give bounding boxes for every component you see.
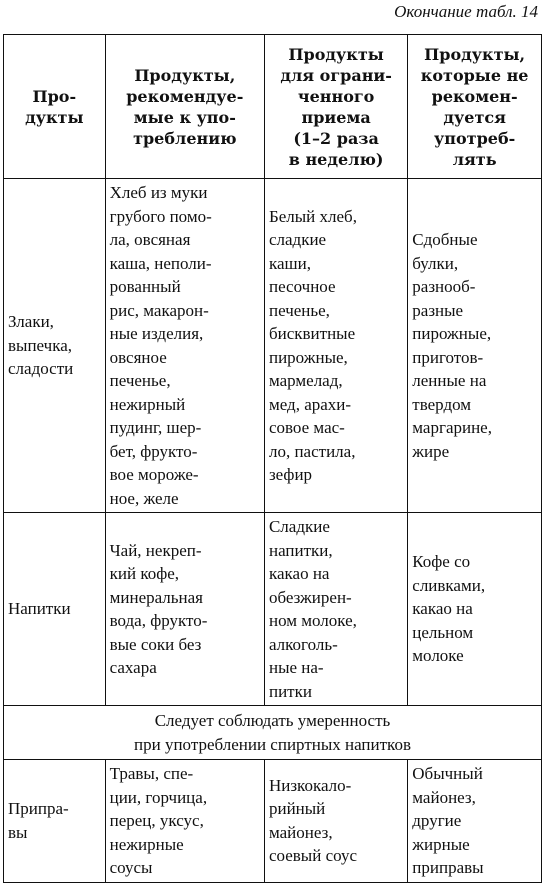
note-row xyxy=(4,706,542,760)
not-recommended-cell: Сдобные булки, разнооб- разные пирожные, приготов- ленные на твердом маргарине, жире xyxy=(408,179,542,513)
header-not-recommended: Продукты, которые не рекомен- дуется употреб- лять xyxy=(408,35,542,179)
table-row xyxy=(4,179,542,513)
product-cell: Припра- вы xyxy=(4,760,106,883)
header-row xyxy=(4,35,542,179)
recommended-cell: Хлеб из муки грубого помо- ла, овсяная каша, неполи- рованный рис, макарон- ные изделия, овсяное печенье, нежирный пудинг, шер- бет, фрукто- вое мороже- ное, желе xyxy=(105,179,264,513)
table-caption: Окончание табл. 14 xyxy=(394,2,538,21)
limited-cell: Сладкие напитки, какао на обезжирен- ном молоке, алкоголь- ные на- питки xyxy=(264,513,407,706)
limited-cell: Низкокало- рийный майонез, соевый соус xyxy=(264,760,407,883)
note-cell: Следует соблюдать умеренность при употреблении спиртных напитков xyxy=(4,706,542,760)
recommended-cell: Травы, спе- ции, горчица, перец, уксус, нежирные соусы xyxy=(105,760,264,883)
diet-table xyxy=(3,34,542,883)
not-recommended-cell: Обычный майонез, другие жирные приправы xyxy=(408,760,542,883)
product-cell: Напитки xyxy=(4,513,106,706)
header-limited: Продукты для ограни- ченного приема (1–2 раза в неделю) xyxy=(264,35,407,179)
header-products: Про- дукты xyxy=(4,35,106,179)
header-recommended: Продукты, рекомендуе- мые к упо- треблению xyxy=(105,35,264,179)
product-cell: Злаки, выпечка, сладости xyxy=(4,179,106,513)
limited-cell: Белый хлеб, сладкие каши, песочное печенье, бисквитные пирожные, мармелад, мед, арахи- совое мас- ло, пастила, зефир xyxy=(264,179,407,513)
not-recommended-cell: Кофе со сливками, какао на цельном молоке xyxy=(408,513,542,706)
recommended-cell: Чай, некреп- кий кофе, минеральная вода, фрукто- вые соки без сахара xyxy=(105,513,264,706)
table-row xyxy=(4,760,542,883)
table-row xyxy=(4,513,542,706)
